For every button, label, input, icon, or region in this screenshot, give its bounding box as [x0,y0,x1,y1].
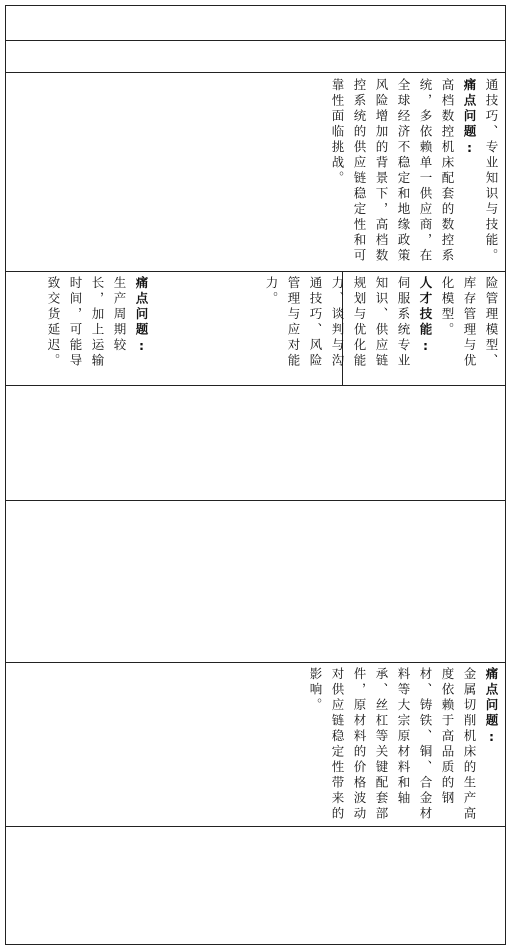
row-divider [5,662,506,663]
row-divider [5,271,506,272]
cell-heading: 痛点问题: [484,667,499,747]
row-divider [5,72,506,73]
cell-row-b-right [30,276,152,382]
cell-heading: 人才技能: [418,276,433,356]
cell-body-text: 金属切削机床的生产高度依赖于高品质的钢材、铸铁、铜、合金材料等大宗原材料和轴承、丝杠等关键配套部件，原材料的价格波动对供应链稳定性带来的影响。 [308,667,477,822]
cell-body-text: 生产周期较长，加上运输时间，可能导致交货延迟。 [46,276,127,369]
row-divider [5,500,506,501]
row-divider [5,826,506,827]
cell-heading: 痛点问题: [462,78,477,158]
cell-lead-text: 险管理模型、库存管理与优化模型。 [440,276,499,369]
column-divider [5,5,6,945]
cell-body-text: 高档数控机床配套的数控系统，多依赖单一供应商，在全球经济不稳定和地缘政策风险增加的背景下，高档数控系统的供应链稳定性和可靠性面临挑战。 [330,78,455,264]
row-divider [5,40,506,41]
row-divider [5,385,506,386]
cell-lead-text: 通技巧、专业知识与技能。 [484,78,499,264]
cell-row-e [222,667,502,823]
cell-body-text: 伺服系统专业知识、供应链规划与优化能力、谈判与沟通技巧、风险管理与应对能力。 [264,276,411,369]
column-divider [505,5,506,945]
cell-row-a [250,78,502,268]
cell-row-b-left [168,276,502,382]
cell-heading: 痛点问题: [134,276,149,356]
